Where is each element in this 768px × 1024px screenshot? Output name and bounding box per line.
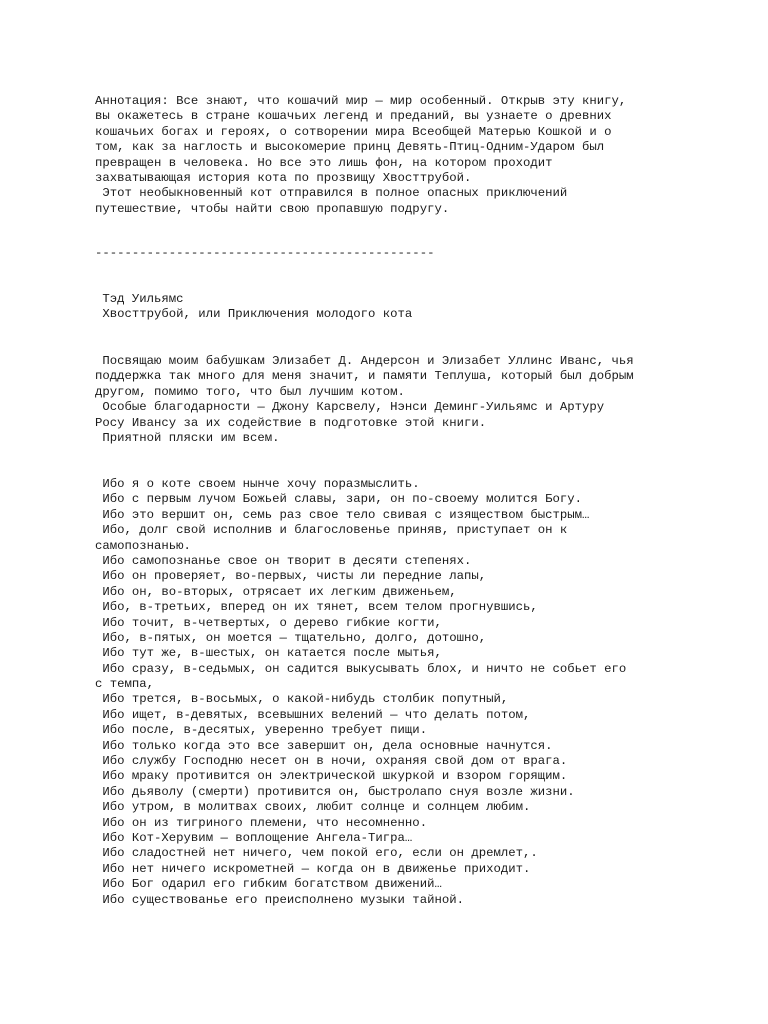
dedication-line: Приятной пляски им всем. xyxy=(95,430,280,445)
poem-line: Ибо только когда это все завершит он, дела основные начнутся. xyxy=(95,738,553,753)
poem-line: Ибо точит, в-четвертых, о дерево гибкие когти, xyxy=(95,615,442,630)
annotation-line: путешествие, чтобы найти свою пропавшую подругу. xyxy=(95,201,450,216)
dedication-line: Посвящаю моим бабушкам Элизабет Д. Андерсон и Элизабет Уллинс Иванс, чья xyxy=(95,354,634,368)
poem-line: Ибо Кот-Херувим — воплощение Ангела-Тигра… xyxy=(95,830,413,845)
annotation-line: захватывающая история кота по прозвищу Хвосттрубой. xyxy=(95,170,472,185)
poem-line: Ибо самопознанье свое он творит в десяти степенях. xyxy=(95,553,472,568)
poem-line: Ибо существованье его преисполнено музыки тайной. xyxy=(95,892,464,907)
poem-line: Ибо дьяволу (смерти) противится он, быстролапо снуя возле жизни. xyxy=(95,784,575,799)
poem-line: с темпа, xyxy=(95,677,155,692)
dedication-line: другом, помимо того, что был лучшим котом. xyxy=(95,384,405,399)
poem-line: Ибо он проверяет, во-первых, чисты ли передние лапы, xyxy=(95,569,487,584)
poem-line: Ибо Бог одарил его гибким богатством движений… xyxy=(95,877,442,892)
poem-line: Ибо он, во-вторых, отрясает их легким движеньем, xyxy=(95,584,457,599)
poem-line: Ибо сразу, в-седьмых, он садится выкусывать блох, и ничто не собьет его xyxy=(95,661,627,676)
poem-line: Ибо, в-пятых, он моется — тщательно, долго, дотошно, xyxy=(95,630,487,645)
poem-line: Ибо он из тигриного племени, что несомненно. xyxy=(95,815,428,830)
poem-line: Ибо ищет, в-девятых, всевышних велений — что делать потом, xyxy=(95,707,531,722)
annotation-line: кошачьих богах и героях, о сотворении мира Всеобщей Матерью Кошкой и о xyxy=(95,124,612,139)
dedication-line: Особые благодарности — Джону Карсвелу, Нэнси Деминг-Уильямс и Артуру xyxy=(95,400,605,415)
poem-line: Ибо это вершит он, семь раз свое тело свивая с изяществом быстрым… xyxy=(95,507,590,522)
section-separator xyxy=(95,246,695,261)
annotation-line: вы окажетесь в стране кошачьих легенд и преданий, вы узнаете о древних xyxy=(95,109,612,124)
dedication-section xyxy=(95,354,695,446)
poem-line: Ибо трется, в-восьмых, о какой-нибудь столбик попутный, xyxy=(95,692,509,707)
annotation-line: том, как за наглость и высокомерие принц Девять-Птиц-Одним-Ударом был xyxy=(95,140,605,155)
author-title-block xyxy=(95,292,695,323)
poem-line: Ибо тут же, в-шестых, он катается после мытья, xyxy=(95,646,442,661)
poem-line: Ибо нет ничего искрометней — когда он в движенье приходит. xyxy=(95,861,531,876)
poem-line: Ибо с первым лучом Божьей славы, зари, он по-своему молится Богу. xyxy=(95,492,583,507)
poem-section xyxy=(95,477,695,908)
separator-line: ---------------------------------------------- xyxy=(95,246,435,260)
dedication-line: поддержка так много для меня значит, и памяти Теплуша, который был добрым xyxy=(95,369,634,384)
poem-line: Ибо утром, в молитвах своих, любит солнце и солнцем любим. xyxy=(95,800,531,815)
book-title: Хвосттрубой, или Приключения молодого кота xyxy=(95,307,413,322)
poem-line: самопознанью. xyxy=(95,538,191,553)
annotation-line: превращен в человека. Но все это лишь фон, на котором проходит xyxy=(95,155,553,170)
poem-line: Ибо службу Господню несет он в ночи, охраняя свой дом от врага. xyxy=(95,754,568,769)
poem-line: Ибо, долг свой исполнив и благословенье приняв, приступает он к xyxy=(95,523,568,538)
annotation-section xyxy=(95,94,695,217)
annotation-line: Аннотация: Все знают, что кошачий мир — мир особенный. Открыв эту книгу, xyxy=(95,94,627,108)
annotation-line: Этот необыкновенный кот отправился в полное опасных приключений xyxy=(95,186,568,201)
poem-line: Ибо я о коте своем нынче хочу поразмыслить. xyxy=(95,477,420,491)
poem-line: Ибо после, в-десятых, уверенно требует пищи. xyxy=(95,723,428,738)
poem-line: Ибо сладостней нет ничего, чем покой его, если он дремлет,. xyxy=(95,846,538,861)
author-name: Тэд Уильямс xyxy=(95,292,184,306)
poem-line: Ибо мраку противится он электрической шкуркой и взором горящим. xyxy=(95,769,568,784)
dedication-line: Росу Ивансу за их содействие в подготовке этой книги. xyxy=(95,415,487,430)
poem-line: Ибо, в-третьих, вперед он их тянет, всем телом прогнувшись, xyxy=(95,600,538,615)
